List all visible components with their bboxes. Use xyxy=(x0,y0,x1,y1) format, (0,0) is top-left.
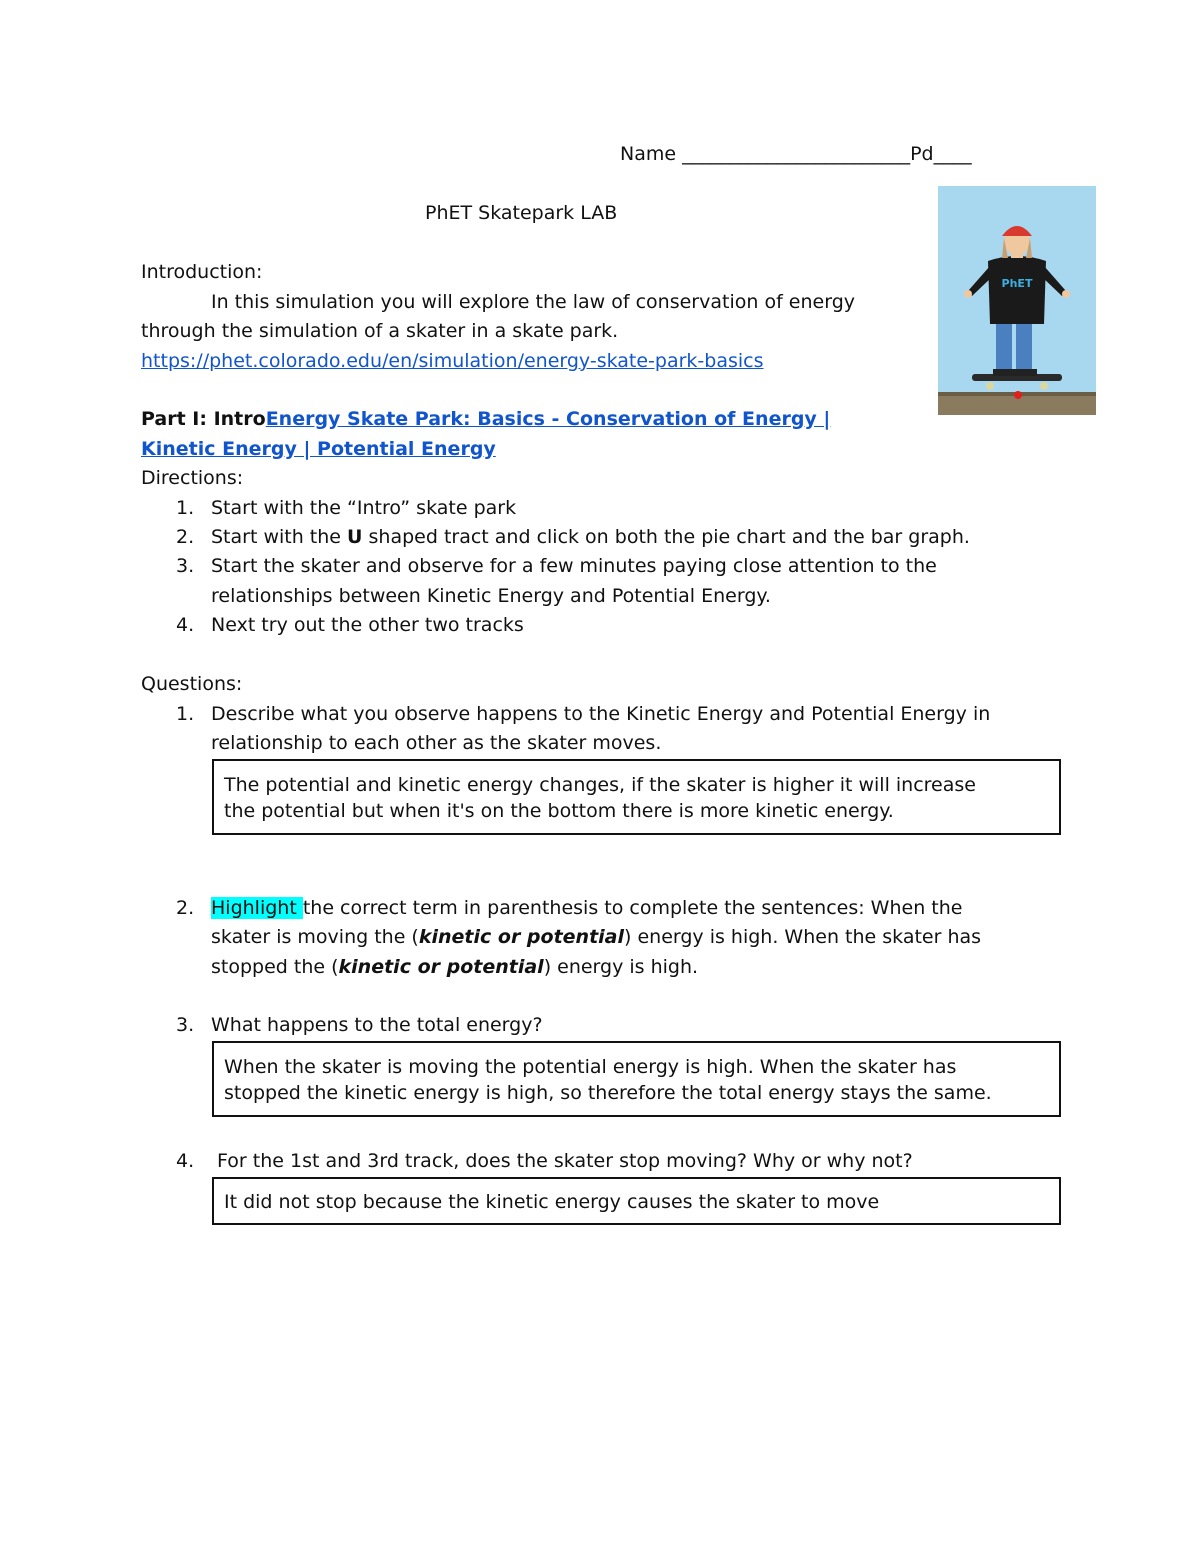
direction-text: Next try out the other two tracks xyxy=(211,614,524,636)
answer-3-line-2: stopped the kinetic energy is high, so therefore the total energy stays the same. xyxy=(224,1082,992,1104)
skater-illustration xyxy=(938,186,1096,415)
direction-item-3-continued: relationships between Kinetic Energy and Potential Energy. xyxy=(211,585,771,607)
answer-4-line-1: It did not stop because the kinetic energy causes the skater to move xyxy=(224,1191,880,1213)
name-line: Name ________________________Pd____ xyxy=(620,143,972,165)
part1-link-line-1[interactable]: Energy Skate Park: Basics - Conservation of Energy | xyxy=(265,408,831,430)
choice-term-1[interactable]: kinetic or potential xyxy=(418,926,625,948)
intro-line-2: through the simulation of a skater in a skate park. xyxy=(141,320,619,342)
direction-bold-term: U xyxy=(347,526,363,548)
question-text: the correct term in parenthesis to complete the sentences: When the xyxy=(302,897,963,919)
directions-heading: Directions: xyxy=(141,467,244,489)
direction-text: Start the skater and observe for a few minutes paying close attention to the xyxy=(211,555,937,577)
list-number: 4. xyxy=(176,614,195,636)
skater-image xyxy=(938,186,1096,415)
question-text: skater is moving the ( xyxy=(211,926,419,948)
answer-1-line-1: The potential and kinetic energy changes, if the skater is higher it will increase xyxy=(224,774,976,796)
answer-3-line-1: When the skater is moving the potential energy is high. When the skater has xyxy=(224,1056,957,1078)
answer-box-4[interactable] xyxy=(212,1177,1061,1225)
red-marker xyxy=(1014,391,1022,399)
list-number: 2. xyxy=(176,897,195,919)
answer-1-line-2: the potential but when it's on the bottom there is more kinetic energy. xyxy=(224,800,894,822)
list-number: 1. xyxy=(176,703,195,725)
part1-label: Part I: Intro xyxy=(141,408,266,430)
part1-heading xyxy=(141,405,830,435)
answer-box-1[interactable] xyxy=(212,759,1061,835)
question-text: Describe what you observe happens to the Kinetic Energy and Potential Energy in xyxy=(211,703,991,725)
list-number: 3. xyxy=(176,1014,195,1036)
intro-line-1: In this simulation you will explore the law of conservation of energy xyxy=(211,291,855,313)
page-title: PhET Skatepark LAB xyxy=(425,202,618,224)
answer-box-3[interactable] xyxy=(212,1041,1061,1117)
questions-heading: Questions: xyxy=(141,673,243,695)
question-text: For the 1st and 3rd track, does the skater stop moving? Why or why not? xyxy=(211,1150,913,1172)
list-number: 4. xyxy=(176,1150,195,1172)
question-2-line-2 xyxy=(211,923,981,953)
question-text: ) energy is high. When the skater has xyxy=(624,926,982,948)
question-1-continued: relationship to each other as the skater moves. xyxy=(211,732,662,754)
part1-link-line-2[interactable]: Kinetic Energy | Potential Energy xyxy=(141,438,496,460)
list-number: 2. xyxy=(176,526,195,548)
direction-text: Start with the “Intro” skate park xyxy=(211,497,517,519)
direction-text: shaped tract and click on both the pie chart and the bar graph. xyxy=(362,526,970,548)
list-number: 3. xyxy=(176,555,195,577)
question-text: What happens to the total energy? xyxy=(211,1014,543,1036)
shirt-logo: PhET xyxy=(1001,277,1033,290)
question-text: stopped the ( xyxy=(211,956,339,978)
question-text: ) energy is high. xyxy=(543,956,699,978)
choice-term-2[interactable]: kinetic or potential xyxy=(338,956,544,978)
question-2-line-3 xyxy=(211,953,698,983)
list-number: 1. xyxy=(176,497,195,519)
highlight-word: Highlight xyxy=(211,897,303,919)
direction-text: Start with the xyxy=(211,526,348,548)
intro-heading: Introduction: xyxy=(141,261,263,283)
simulation-url-link[interactable]: https://phet.colorado.edu/en/simulation/energy-skate-park-basics xyxy=(141,350,764,372)
